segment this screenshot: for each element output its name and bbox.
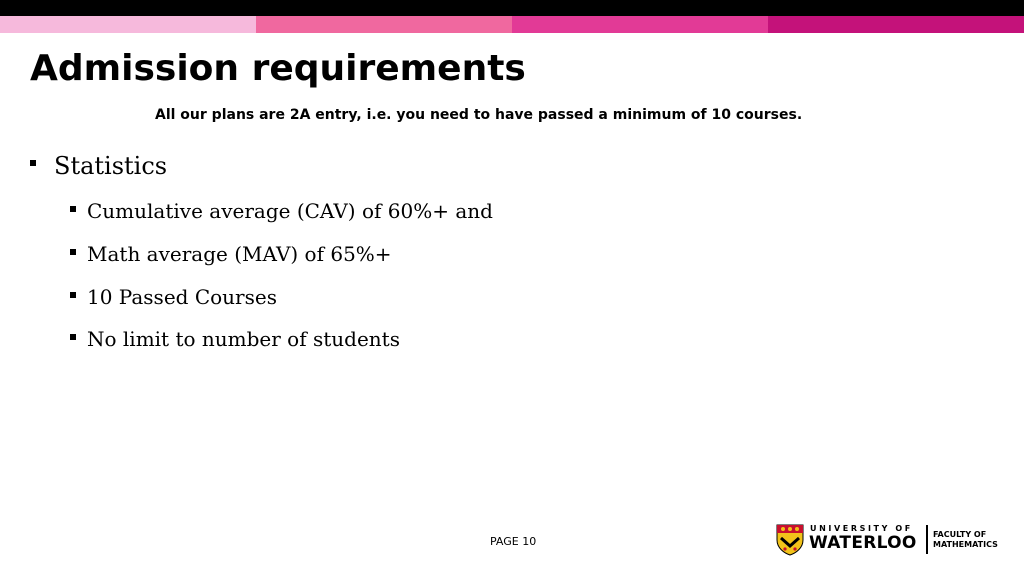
bullet-marker-icon — [70, 334, 76, 340]
logo-faculty-of: FACULTY OF — [933, 530, 987, 539]
sub-bullet-item — [70, 199, 493, 223]
header-stripe-magenta — [512, 16, 768, 33]
sub-bullet-text: Math average (MAV) of 65%+ — [87, 242, 392, 266]
logo-waterloo: WATERLOO — [809, 533, 917, 553]
logo-university-of: UNIVERSITY OF — [810, 524, 913, 533]
sub-bullet-item — [70, 242, 392, 266]
logo-mathematics: MATHEMATICS — [933, 540, 998, 549]
bullet-marker-icon — [30, 160, 36, 166]
slide-title: Admission requirements — [30, 48, 526, 89]
bullet-marker-icon — [70, 249, 76, 255]
university-logo — [776, 522, 1000, 558]
sub-bullet-text: No limit to number of students — [87, 327, 400, 351]
sub-bullet-text: 10 Passed Courses — [87, 285, 277, 309]
header-stripe-dark-magenta — [768, 16, 1024, 33]
header-stripe-pink — [256, 16, 512, 33]
bullet-marker-icon — [70, 292, 76, 298]
bullet-marker-icon — [70, 206, 76, 212]
bullet-text: Statistics — [54, 152, 168, 180]
header-stripe-light-pink — [0, 16, 256, 33]
page-number: PAGE 10 — [490, 535, 537, 548]
logo-divider — [926, 525, 928, 554]
slide-subtitle: All our plans are 2A entry, i.e. you need to have passed a minimum of 10 courses. — [155, 107, 803, 123]
sub-bullet-item — [70, 285, 277, 309]
crest-icon — [776, 524, 804, 556]
top-black-bar — [0, 0, 1024, 16]
sub-bullet-text: Cumulative average (CAV) of 60%+ and — [87, 199, 493, 223]
bullet-item — [30, 152, 167, 180]
sub-bullet-item — [70, 327, 400, 351]
